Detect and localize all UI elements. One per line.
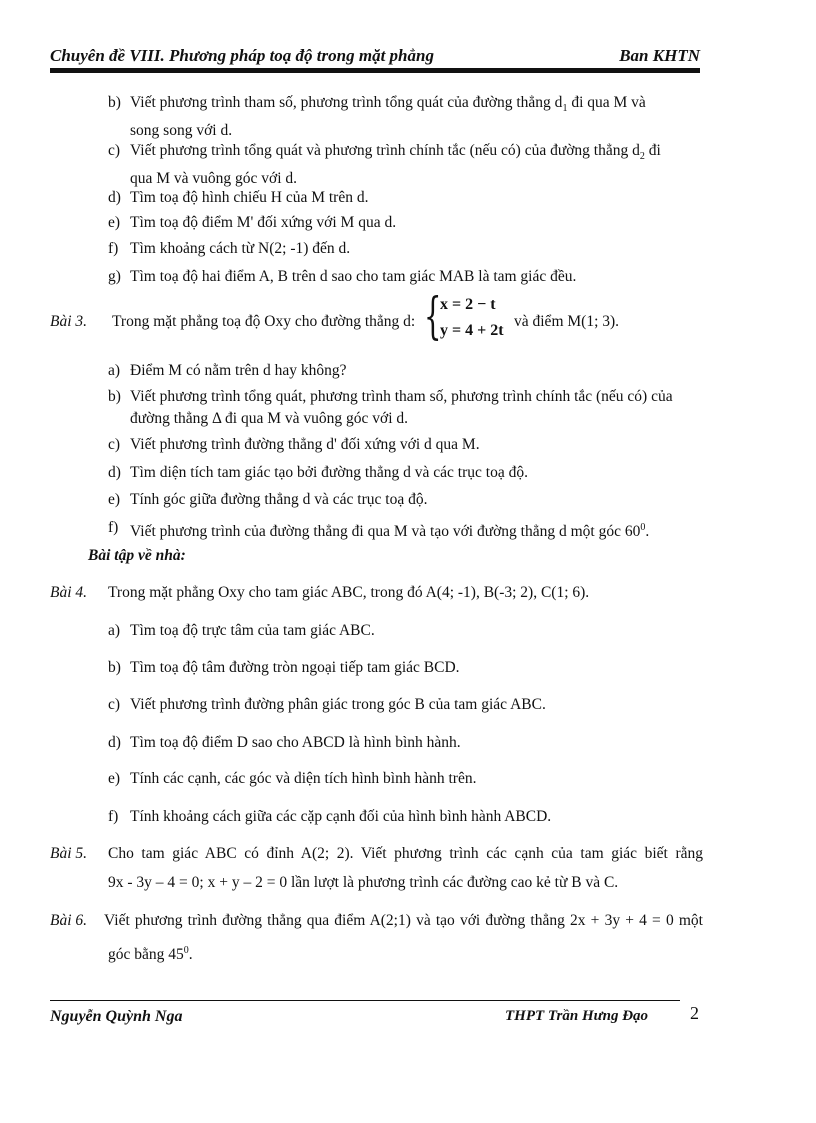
footer-school: THPT Trần Hưng Đạo bbox=[505, 1008, 649, 1024]
item-marker: a) bbox=[108, 622, 121, 639]
superscript: 0 bbox=[640, 522, 646, 533]
item-text: Tìm toạ độ hai điểm A, B trên d sao cho tam giác MAB là tam giác đều. bbox=[130, 268, 577, 285]
exercise-2-item-b bbox=[108, 92, 703, 142]
page-number: 2 bbox=[690, 1003, 699, 1023]
item-marker: b) bbox=[108, 659, 121, 676]
item-text: Viết phương trình của đường thẳng đi qua M và tạo với đường thẳng d một góc 60 bbox=[130, 523, 641, 541]
item-text: Điểm M có nằm trên d hay không? bbox=[130, 362, 347, 379]
item-text: Tính góc giữa đường thẳng d và các trục toạ độ. bbox=[130, 491, 428, 508]
header-department: Ban KHTN bbox=[619, 46, 700, 65]
item-text: Tính khoảng cách giữa các cặp cạnh đối của hình bình hành ABCD. bbox=[130, 808, 552, 825]
item-marker: d) bbox=[108, 464, 121, 481]
exercise-6-tail: . bbox=[188, 946, 193, 964]
subscript: 2 bbox=[639, 151, 645, 163]
exercise-5-label: Bài 5. bbox=[50, 845, 88, 862]
equation-y: y = 4 + 2t bbox=[440, 322, 504, 339]
item-marker: f) bbox=[108, 519, 119, 536]
exercise-3-item-f bbox=[108, 517, 703, 543]
item-marker: c) bbox=[108, 142, 121, 159]
exercise-3-label: Bài 3. bbox=[50, 313, 88, 330]
exercise-2-item-c bbox=[108, 140, 703, 190]
item-text-cont: đi bbox=[644, 142, 661, 159]
item-marker: f) bbox=[108, 808, 119, 825]
exercise-3-intro: Trong mặt phẳng toạ độ Oxy cho đường thẳng d: bbox=[112, 313, 416, 330]
item-marker: f) bbox=[108, 240, 119, 257]
item-text: Tìm diện tích tam giác tạo bởi đường thẳng d và các trục toạ độ. bbox=[130, 464, 528, 481]
item-text: Tìm toạ độ tâm đường tròn ngoại tiếp tam giác BCD. bbox=[130, 659, 460, 676]
item-marker: a) bbox=[108, 362, 121, 379]
item-marker: g) bbox=[108, 268, 121, 285]
item-text-cont: đi qua M và bbox=[567, 94, 646, 111]
item-marker: c) bbox=[108, 696, 121, 713]
item-text: Tìm toạ độ hình chiếu H của M trên d. bbox=[130, 189, 369, 206]
header-title: Chuyên đề VIII. Phương pháp toạ độ trong mặt phẳng bbox=[50, 46, 434, 65]
exercise-6-label: Bài 6. bbox=[50, 912, 88, 929]
item-text-line2: song song với d. bbox=[130, 122, 233, 140]
item-marker: e) bbox=[108, 770, 121, 787]
header-rule bbox=[50, 68, 700, 73]
exercise-2-item-e bbox=[108, 212, 703, 234]
item-text: Tìm toạ độ trực tâm của tam giác ABC. bbox=[130, 622, 375, 639]
item-marker: c) bbox=[108, 436, 121, 453]
item-text: Viết phương trình tham số, phương trình tổng quát của đường thẳng d bbox=[130, 94, 563, 111]
superscript: 0 bbox=[183, 945, 189, 956]
item-text: Tính các cạnh, các góc và diện tích hình bình hành trên. bbox=[130, 770, 477, 787]
exercise-6-line2 bbox=[108, 942, 193, 964]
exercise-3-item-c bbox=[108, 434, 703, 456]
exercise-4-item-e bbox=[108, 768, 703, 790]
exercise-4-item-b bbox=[108, 657, 703, 679]
item-text: Tìm khoảng cách từ N(2; -1) đến d. bbox=[130, 240, 351, 257]
exercise-5-line2: 9x - 3y – 4 = 0; x + y – 2 = 0 lần lượt là phương trình các đường cao kẻ từ B và C. bbox=[108, 874, 619, 891]
exercise-3-item-b bbox=[108, 386, 703, 430]
exercise-4-item-a bbox=[108, 620, 703, 642]
exercise-2-item-f bbox=[108, 238, 703, 260]
item-text: Tìm toạ độ điểm D sao cho ABCD là hình bình hành. bbox=[130, 734, 461, 751]
exercise-4-item-c bbox=[108, 694, 703, 716]
brace-icon: { bbox=[424, 287, 442, 345]
homework-heading: Bài tập về nhà: bbox=[88, 547, 186, 564]
exercise-3-item-e bbox=[108, 489, 703, 511]
item-marker: d) bbox=[108, 734, 121, 751]
item-text: Tìm toạ độ điểm M' đối xứng với M qua d. bbox=[130, 214, 397, 231]
exercise-3-item-d bbox=[108, 462, 703, 484]
exercise-2-item-d bbox=[108, 187, 703, 209]
item-text-line2: qua M và vuông góc với d. bbox=[130, 170, 298, 188]
item-marker: d) bbox=[108, 189, 121, 206]
exercise-4-item-d bbox=[108, 732, 703, 754]
item-tail: . bbox=[645, 523, 650, 541]
item-marker: e) bbox=[108, 214, 121, 231]
exercise-4-label: Bài 4. bbox=[50, 584, 88, 601]
exercise-4-item-f bbox=[108, 806, 703, 828]
footer-author: Nguyễn Quỳnh Nga bbox=[50, 1008, 183, 1025]
item-text-line2: đường thẳng Δ đi qua M và vuông góc với d. bbox=[130, 410, 409, 427]
exercise-4-intro: Trong mặt phẳng Oxy cho tam giác ABC, trong đó A(4; -1), B(-3; 2), C(1; 6). bbox=[108, 584, 590, 601]
exercise-3-point: và điểm M(1; 3). bbox=[514, 313, 620, 330]
item-text: Viết phương trình tổng quát và phương trình chính tắc (nếu có) của đường thẳng d bbox=[130, 142, 640, 159]
item-marker: b) bbox=[108, 388, 121, 405]
exercise-6-line1: Viết phương trình đường thẳng qua điểm A(2;1) và tạo với đường thẳng 2x + 3y + 4 = 0 một bbox=[104, 912, 703, 929]
item-text: Viết phương trình tổng quát, phương trình tham số, phương trình chính tắc (nếu có) của bbox=[130, 388, 673, 405]
item-marker: b) bbox=[108, 94, 121, 111]
exercise-5-line1: Cho tam giác ABC có đỉnh A(2; 2). Viết phương trình các cạnh của tam giác biết rằng bbox=[108, 845, 703, 862]
item-text: Viết phương trình đường thẳng d' đối xứng với d qua M. bbox=[130, 436, 480, 453]
parametric-system bbox=[424, 287, 514, 346]
item-marker: e) bbox=[108, 491, 121, 508]
footer-rule bbox=[50, 1000, 680, 1001]
exercise-2-item-g bbox=[108, 266, 703, 288]
exercise-6-text: góc bằng 45 bbox=[108, 946, 184, 964]
equation-x: x = 2 − t bbox=[440, 296, 496, 313]
subscript: 1 bbox=[562, 103, 568, 115]
item-text: Viết phương trình đường phân giác trong góc B của tam giác ABC. bbox=[130, 696, 546, 713]
exercise-3-item-a bbox=[108, 360, 703, 382]
